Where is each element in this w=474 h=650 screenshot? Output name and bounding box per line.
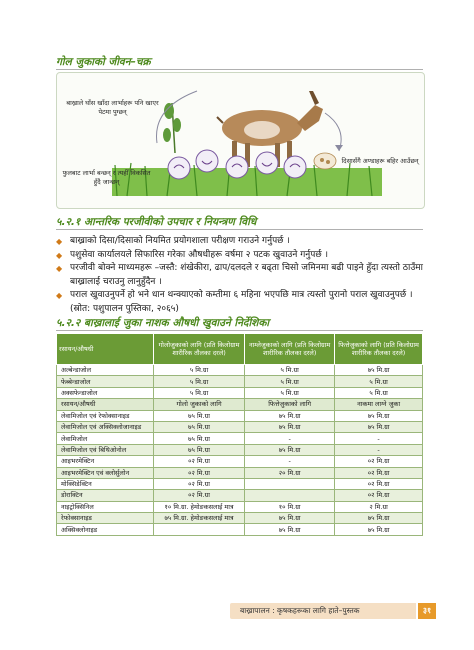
table-cell-dose bbox=[245, 478, 335, 489]
table-cell-dose: - bbox=[245, 456, 335, 467]
diamond-bullet-icon: ◆ bbox=[56, 237, 63, 246]
table-cell-dose: - bbox=[245, 433, 335, 444]
dosage-table bbox=[56, 333, 423, 536]
table-cell-dose: ५ मि.ग्रा bbox=[154, 387, 245, 398]
table-cell-drug: लेवामिजोल एवं बिथिओनोल bbox=[57, 444, 154, 455]
table-cell-dose: २० मि.ग्रा bbox=[245, 467, 335, 478]
table-cell-dose: ५ मि.ग्रा bbox=[335, 376, 423, 387]
table-cell-dose: २ मि.ग्रा bbox=[335, 501, 423, 512]
table-header: नाम्लेजुकाको लागि (प्रति किलोग्राम शारीरिक तौलका दरले) bbox=[245, 334, 335, 365]
table-cell-drug: लेवामिजोल एवं रेफोक्सानाइड bbox=[57, 410, 154, 421]
table-cell-dose: - bbox=[335, 444, 423, 455]
list-item: ◆ पराल खुवाउनुपर्ने हो भने धान थन्क्याएको कम्तीमा ६ महिना भएपछि मात्र त्यस्तो पुरानो पराल खुवाउनुपर्छ । (स्रोत: पशुपालन पुस्तिका, २०६५) bbox=[56, 289, 428, 316]
table-cell-drug: अक्सिक्लोनाइड bbox=[57, 524, 154, 535]
table-cell-dose: फित्तेजुकाको लागि bbox=[245, 399, 335, 410]
section-title-guideline: ५.२.२ बाख्रालाई जुका नाशक औषधी खुवाउने निर्देशिका bbox=[56, 317, 270, 329]
list-item: ◆ परजीवी बोक्ने माध्यमहरू –जस्तै: शंखेकीरा, ढाप/दलदले र बढ्ता चिसो जमिनमा बढी पाइने हुँदा त्यस्तो ठाउँमा बाख्रालाई चराउनु लानुहुँदैन । bbox=[56, 262, 428, 289]
table-body bbox=[57, 365, 423, 536]
table-cell-drug: रेफोक्सानाइड bbox=[57, 513, 154, 524]
table-cell-dose: गोलो जुकाको लागि bbox=[154, 399, 245, 410]
table-cell-drug: डोराक्टिन bbox=[57, 490, 154, 501]
table-cell-drug: रसायन/औषधी bbox=[57, 399, 154, 410]
table-row bbox=[57, 524, 423, 535]
figure-label-bottom: फुलबाट लार्भा बन्छन् र त्यहीँ विकसित हुँदै जान्छन् bbox=[62, 169, 151, 186]
table-cell-dose: ७५ मि.ग्रा bbox=[154, 433, 245, 444]
table-cell-dose: ५ मि.ग्रा bbox=[245, 365, 335, 376]
table-cell-dose: ७५ मि.ग्रा bbox=[335, 421, 423, 432]
table-row bbox=[57, 456, 423, 467]
table-row bbox=[57, 501, 423, 512]
table-row bbox=[57, 365, 423, 376]
table-cell-dose: ०२ मि.ग्रा bbox=[154, 490, 245, 501]
table-cell-dose: ७५ मि.ग्रा bbox=[335, 365, 423, 376]
table-cell-drug: अक्सफेन्डाजोल bbox=[57, 387, 154, 398]
table-cell-dose: ७५ मि.ग्रा bbox=[335, 410, 423, 421]
diamond-bullet-icon: ◆ bbox=[56, 250, 63, 260]
table-cell-drug: मोक्सिडेक्टिन bbox=[57, 478, 154, 489]
table-cell-dose: ७५ मि.ग्रा bbox=[154, 421, 245, 432]
table-cell-dose: ७५ मि.ग्रा bbox=[335, 513, 423, 524]
table-cell-dose: ७५ मि.ग्रा bbox=[245, 513, 335, 524]
table-cell-dose: ७५ मि.ग्रा bbox=[154, 410, 245, 421]
table-cell-dose: ०२ मि.ग्रा bbox=[154, 467, 245, 478]
footer-book-title: बाख्रापालन : कृषकहरूका लागि हाते–पुस्तक bbox=[240, 606, 360, 615]
diamond-bullet-icon: ◆ bbox=[56, 291, 63, 300]
table-cell-dose: ७५ मि.ग्रा bbox=[245, 421, 335, 432]
table-cell-dose: ७५ मि.ग्रा bbox=[245, 524, 335, 535]
table-cell-dose: ७५ मि.ग्रा bbox=[245, 444, 335, 455]
table-header: फित्तेजुकाको लागि (प्रति किलोग्राम शारीरिक तौलका दरले) bbox=[335, 334, 423, 365]
table-row bbox=[57, 513, 423, 524]
table-cell-dose: ५ मि.ग्रा bbox=[154, 376, 245, 387]
treatment-bullet-list bbox=[56, 235, 428, 316]
table-cell-drug: आइभरमेक्टिन bbox=[57, 456, 154, 467]
table-row bbox=[57, 478, 423, 489]
table-cell-dose: ०२ मि.ग्रा bbox=[335, 467, 423, 478]
table-cell-dose: ०२ मि.ग्रा bbox=[154, 456, 245, 467]
table-cell-drug: लेवामिजोल bbox=[57, 433, 154, 444]
table-cell-dose: ७५ मि.ग्रा bbox=[245, 410, 335, 421]
table-row bbox=[57, 444, 423, 455]
list-item: ◆ बाख्राको दिसा/दिसाको नियमित प्रयोगशाला परीक्षण गराउने गर्नुपर्छ । bbox=[56, 235, 428, 249]
table-cell-dose: ७५ मि.ग्रा bbox=[335, 524, 423, 535]
table-cell-dose: ०२ मि.ग्रा bbox=[335, 456, 423, 467]
list-item: ◆ पशुसेवा कार्यालयले सिफारिस गरेका औषधीहरू वर्षमा २ पटक खुवाउने गर्नुपर्छ । bbox=[56, 249, 428, 263]
table-cell-drug: आइभरमेक्टिन एवं क्लोर्सुलोन bbox=[57, 467, 154, 478]
table-cell-dose: १० मि.ग्रा bbox=[245, 501, 335, 512]
table-cell-drug: फेब्बेन्डाजोल bbox=[57, 376, 154, 387]
table-row bbox=[57, 399, 423, 410]
table-cell-dose: ०२ मि.ग्रा bbox=[335, 490, 423, 501]
table-cell-dose: ०२ मि.ग्रा bbox=[154, 478, 245, 489]
figure-label-right: दिसासँगै अण्डाहरू बहिर आउँछन् bbox=[341, 157, 419, 165]
diamond-bullet-icon: ◆ bbox=[56, 264, 63, 273]
section-title-lifecycle: गोल जुकाको जीवन–चक्र bbox=[56, 56, 151, 68]
table-cell-dose: - bbox=[335, 433, 423, 444]
divider bbox=[56, 330, 423, 331]
table-cell-dose: ७५ मि.ग्रा. हेमोङकसलाई मात्र bbox=[154, 513, 245, 524]
table-row bbox=[57, 433, 423, 444]
table-row bbox=[57, 410, 423, 421]
table-row bbox=[57, 376, 423, 387]
table-row bbox=[57, 421, 423, 432]
table-cell-dose: नाकमा लाग्ने जुका bbox=[335, 399, 423, 410]
section-title-treatment: ५.२.१ आन्तरिक परजीवीको उपचार र नियन्त्रण विधि bbox=[56, 216, 257, 228]
table-cell-dose: १० मि.ग्रा. हेमोङकसलाई मात्र bbox=[154, 501, 245, 512]
table-row bbox=[57, 467, 423, 478]
table-row bbox=[57, 490, 423, 501]
table-row bbox=[57, 387, 423, 398]
lifecycle-figure bbox=[56, 72, 425, 209]
table-header: गोलोजुकाको लागि (प्रति किलोग्राम शारीरिक तौलका दरले) bbox=[154, 334, 245, 365]
divider bbox=[56, 69, 423, 70]
table-header: रसायन/औषधी bbox=[57, 334, 154, 365]
table-cell-dose: ५ मि.ग्रा bbox=[245, 387, 335, 398]
table-cell-dose: ५ मि.ग्रा bbox=[245, 376, 335, 387]
table-cell-dose: ०२ मि.ग्रा bbox=[335, 478, 423, 489]
lifecycle-illustration bbox=[57, 73, 424, 208]
table-cell-dose: ७५ मि.ग्रा bbox=[154, 444, 245, 455]
table-cell-dose: ५ मि.ग्रा bbox=[335, 387, 423, 398]
figure-label-top: बाख्राले घाँस खाँदा लार्भाहरू पनि खाएर पेटमा पुग्छन् bbox=[66, 99, 159, 116]
table-cell-drug: नाइट्रोक्सिनिल bbox=[57, 501, 154, 512]
table-cell-drug: लेवामिजोल एवं अक्सिक्लोजानाइड bbox=[57, 421, 154, 432]
table-cell-drug: अल्बेन्डाजोल bbox=[57, 365, 154, 376]
divider bbox=[56, 229, 423, 230]
table-cell-dose: ५ मि.ग्रा bbox=[154, 365, 245, 376]
table-cell-dose bbox=[245, 490, 335, 501]
table-cell-dose bbox=[154, 524, 245, 535]
table-header-row bbox=[57, 334, 423, 365]
page-number: ३१ bbox=[418, 603, 436, 619]
